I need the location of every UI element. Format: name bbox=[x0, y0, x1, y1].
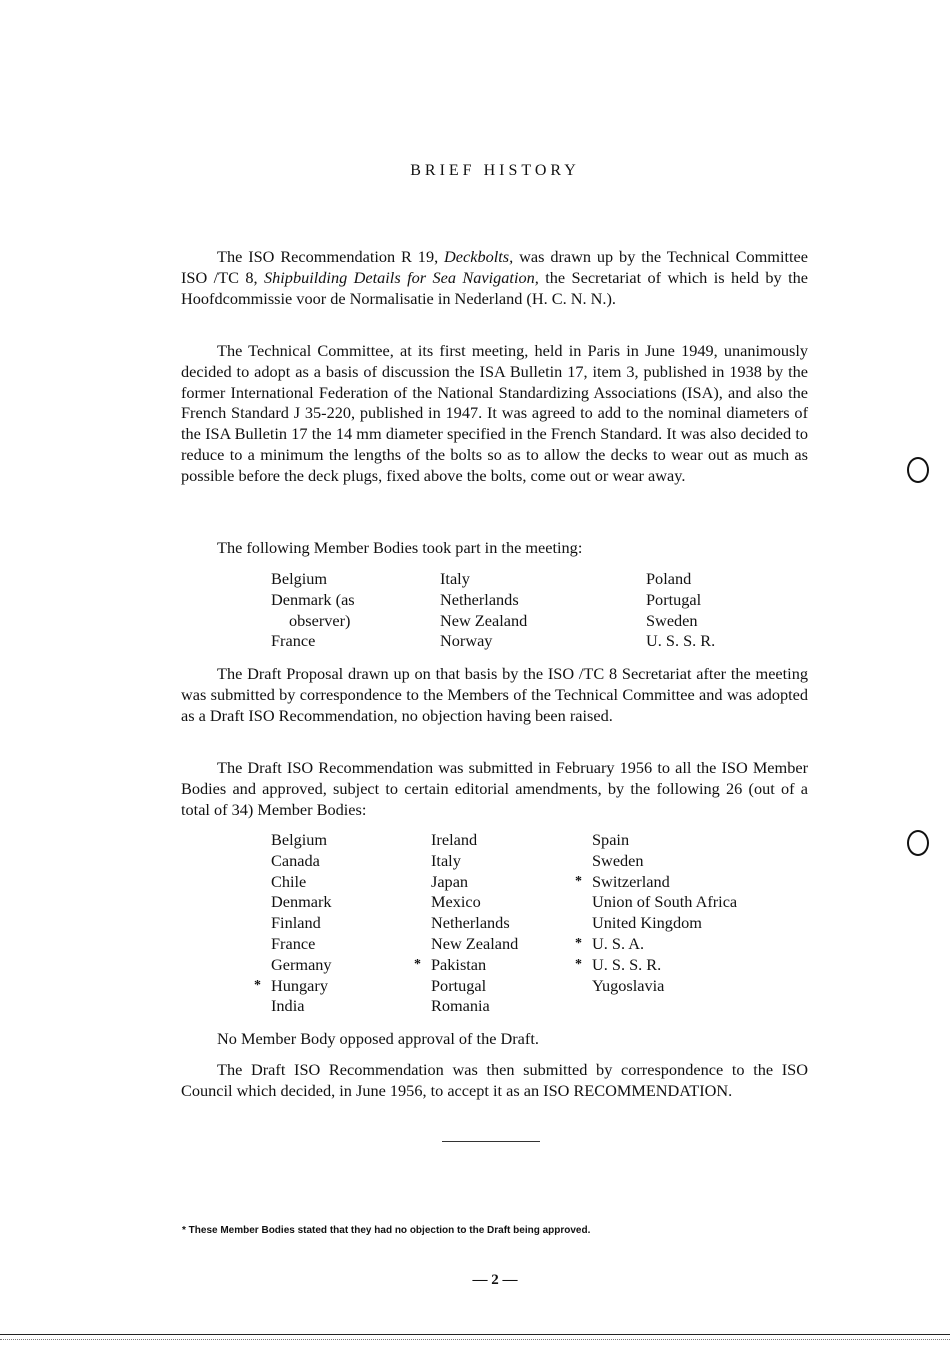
list-item: France bbox=[271, 631, 316, 651]
list-item: observer) bbox=[289, 610, 351, 630]
list-item: Denmark (as bbox=[271, 589, 355, 609]
paragraph-origin-text-3: the Secretariat of which is held by the Hoofdcommissie voor de Normalisatie in Nederland (H. C. N. N.). bbox=[181, 267, 808, 308]
paragraph-approval-text: The Draft ISO Recommendation was submitted in February 1956 to all the ISO Member Bodies and approved, subject to certain editorial amendments, by the following 26 (out of a total of 34) Member Bodies: bbox=[181, 758, 808, 819]
asterisk-marker: * bbox=[414, 956, 421, 972]
list-item: Ireland bbox=[431, 830, 478, 849]
list-item-starred bbox=[575, 954, 737, 976]
paragraph-council bbox=[181, 1060, 808, 1102]
asterisk-marker: * bbox=[575, 956, 582, 972]
footnote: * These Member Bodies stated that they had no objection to the Draft being approved. bbox=[182, 1225, 591, 1236]
list-item: Portugal bbox=[646, 589, 702, 609]
paragraph-first-meeting-text: The Technical Committee, at its first meeting, held in Paris in June 1949, unanimously decided to adopt as a basis of discussion the ISA Bulletin 17, item 3, published in 1938 by the former International Federation of the National Standardizing Associations (ISA), and also the French Standard J 35-220, published in 1947. It was agreed to add to the nominal diameters of the ISA Bulletin 17 the 14 mm diameter specified in the French Standard. It was also decided to reduce to a minimum the lengths of the bolts so as to allow the decks to wear out as much as possible before the deck plugs, fixed above the bolts, come out or wear away. bbox=[181, 341, 808, 485]
list-item: Finland bbox=[271, 913, 321, 933]
list-item: New Zealand bbox=[431, 933, 519, 953]
member-name: Pakistan bbox=[431, 954, 487, 974]
meeting-members-col1 bbox=[271, 569, 355, 652]
paragraph-draft-proposal-text: The Draft Proposal drawn up on that basis by the ISO /TC 8 Secretariat after the meeting was submitted by correspondence to the Members of the Technical Committee and was adopted as a Draft ISO Recommendation, no objection having been raised. bbox=[181, 664, 808, 725]
list-item: Belgium bbox=[271, 569, 328, 588]
list-item: Canada bbox=[271, 850, 320, 870]
punch-hole-icon bbox=[907, 830, 929, 856]
recommendation-title: Deckbolts, bbox=[444, 247, 514, 266]
list-item: France bbox=[271, 933, 316, 953]
paragraph-origin-text-1: The ISO Recommendation R 19, bbox=[217, 247, 445, 266]
page-bottom-edge bbox=[0, 1334, 950, 1340]
list-item: Chile bbox=[271, 871, 307, 891]
list-item: Sweden bbox=[592, 850, 644, 870]
list-item: Japan bbox=[431, 871, 469, 891]
list-item-starred bbox=[575, 933, 737, 955]
meeting-members-col3 bbox=[646, 569, 715, 652]
approval-members-col3 bbox=[575, 830, 738, 996]
committee-title: Shipbuilding Details for Sea Navigation, bbox=[264, 267, 539, 287]
list-item: Sweden bbox=[646, 610, 698, 630]
list-item: U. S. S. R. bbox=[646, 631, 716, 651]
member-name: U. S. A. bbox=[592, 933, 645, 953]
punch-hole-icon bbox=[907, 457, 929, 483]
list-item: Union of South Africa bbox=[592, 892, 738, 912]
meeting-intro: The following Member Bodies took part in the meeting: bbox=[217, 538, 583, 557]
list-item: Romania bbox=[431, 996, 490, 1016]
approval-members-col2 bbox=[414, 830, 519, 1017]
list-item: Italy bbox=[440, 569, 470, 588]
list-item: Mexico bbox=[431, 892, 481, 912]
list-item: Netherlands bbox=[440, 589, 519, 609]
list-item: New Zealand bbox=[440, 610, 528, 630]
list-item: Poland bbox=[646, 569, 692, 588]
asterisk-marker: * bbox=[254, 977, 261, 993]
member-name: Hungary bbox=[271, 975, 328, 995]
list-item: Yugoslavia bbox=[592, 975, 665, 995]
list-item-starred bbox=[414, 954, 518, 976]
list-item: Norway bbox=[440, 631, 493, 651]
paragraph-origin bbox=[181, 247, 808, 309]
list-item-starred bbox=[575, 871, 737, 893]
list-item: Italy bbox=[431, 850, 461, 870]
asterisk-marker: * bbox=[575, 935, 582, 951]
list-item-starred bbox=[254, 975, 332, 997]
section-divider bbox=[442, 1141, 540, 1142]
list-item: Portugal bbox=[431, 975, 487, 995]
approval-members-col1 bbox=[254, 830, 332, 1017]
page-number: — 2 — bbox=[472, 1272, 518, 1288]
list-item: Belgium bbox=[271, 830, 328, 849]
paragraph-draft-proposal bbox=[181, 664, 808, 726]
page-title: BRIEF HISTORY bbox=[410, 162, 580, 179]
asterisk-marker: * bbox=[575, 873, 582, 889]
paragraph-approval bbox=[181, 758, 808, 820]
member-name: U. S. S. R. bbox=[592, 954, 662, 974]
member-name: Switzerland bbox=[592, 871, 670, 891]
list-item: Spain bbox=[592, 830, 630, 849]
list-item: United Kingdom bbox=[592, 913, 702, 933]
paragraph-origin-text-2: was drawn up by the Technical Committee ISO /TC 8, bbox=[181, 247, 808, 287]
paragraph-council-text: The Draft ISO Recommendation was then submitted by correspondence to the ISO Council which decided, in June 1956, to accept it as an ISO RECOMMENDATION. bbox=[181, 1060, 808, 1100]
list-item: Denmark bbox=[271, 892, 332, 912]
list-item: India bbox=[271, 996, 305, 1016]
list-item: Germany bbox=[271, 954, 332, 974]
no-opposition-statement: No Member Body opposed approval of the Draft. bbox=[217, 1029, 539, 1048]
meeting-members-col2 bbox=[440, 569, 527, 652]
paragraph-first-meeting bbox=[181, 341, 808, 487]
list-item: Netherlands bbox=[431, 913, 510, 933]
